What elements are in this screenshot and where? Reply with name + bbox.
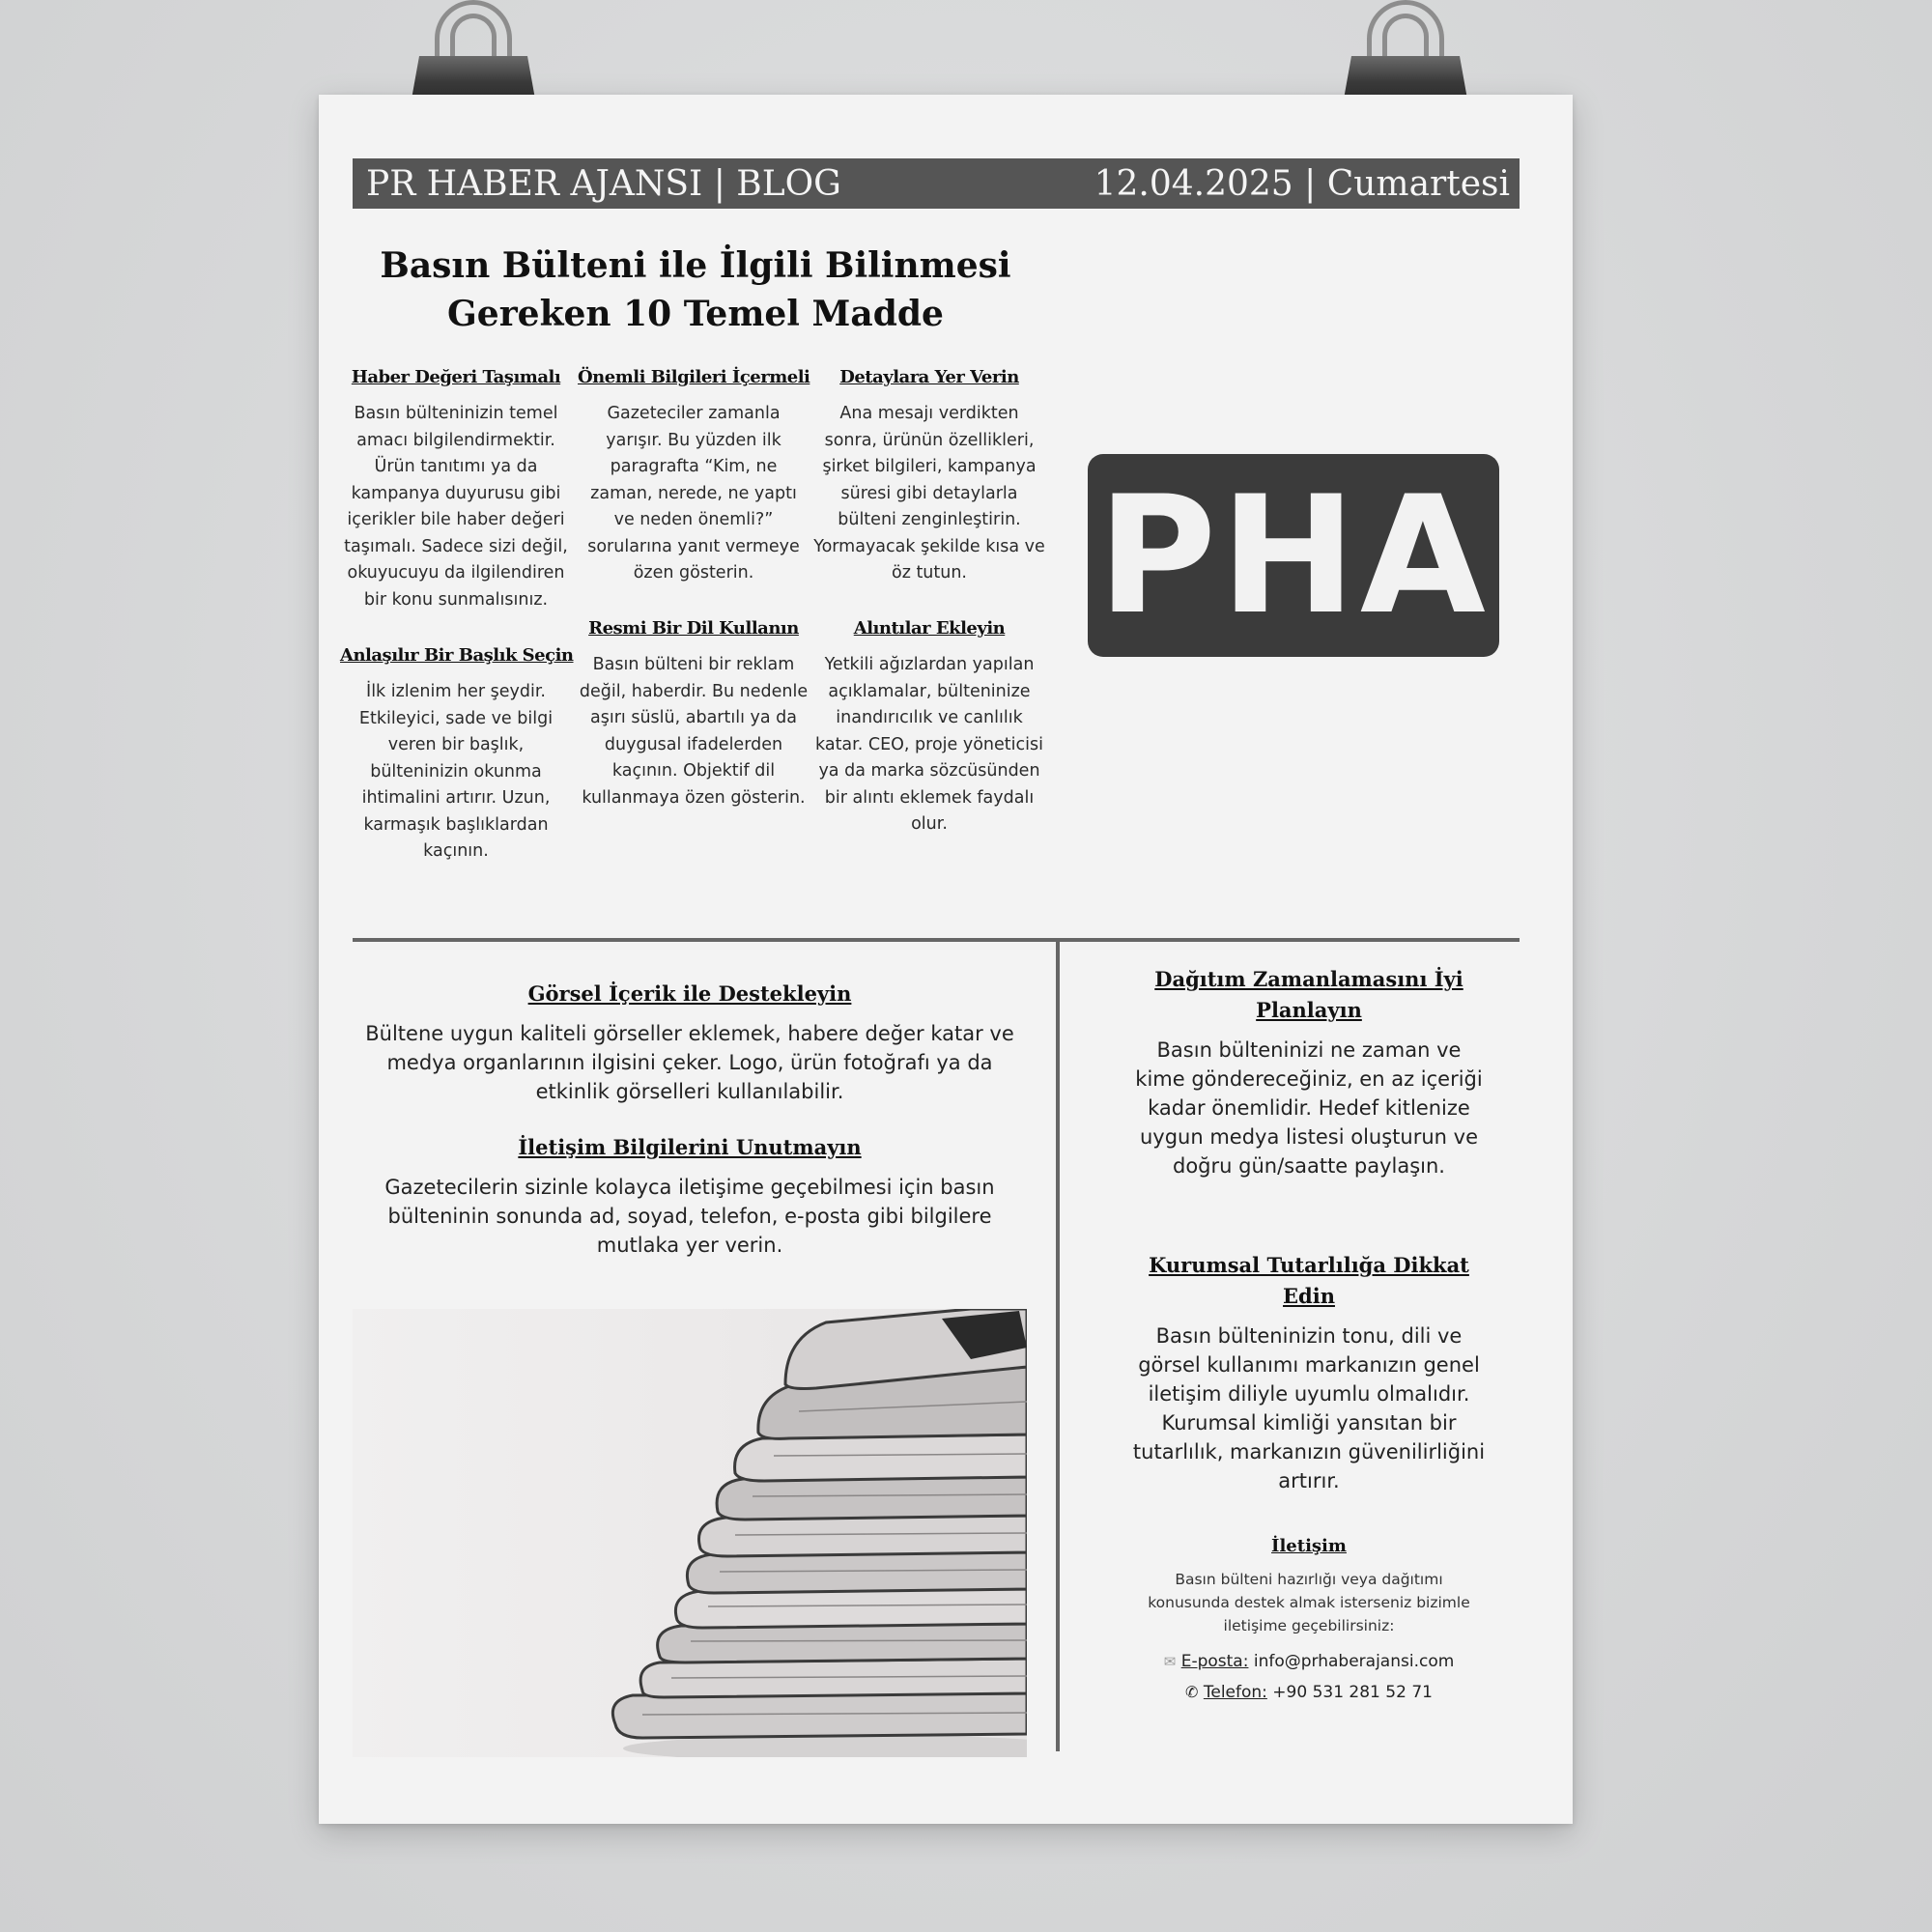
contact-block (1140, 1536, 1478, 1707)
phone-label: Telefon: (1203, 1683, 1267, 1702)
horizontal-divider (353, 938, 1520, 942)
article-heading: Resmi Bir Dil Kullanın (588, 618, 799, 639)
article-body: Gazeteciler zamanla yarışır. Bu yüzden ilk paragrafta “Kim, ne zaman, nerede, ne yaptı ve neden önemli?” sorularına yanıt vermeye özen gösterin. (587, 404, 800, 582)
article-heading: Alıntılar Ekleyin (853, 618, 1006, 639)
pha-logo: PHA (1088, 454, 1499, 657)
masthead-title: PR HABER AJANSI | BLOG (366, 163, 841, 204)
contact-heading: İletişim (1271, 1536, 1347, 1556)
article-block (578, 367, 810, 587)
email-label: E-posta: (1180, 1652, 1249, 1671)
article-body: Basın bülteni bir reklam değil, haberdir. Bu nedenle aşırı süslü, abartılı ya da duygusal ifadelerden kaçının. Objektif dil kullanmaya özen gösterin. (579, 655, 809, 808)
article-heading: İletişim Bilgilerini Unutmayın (518, 1135, 862, 1159)
contact-body: Basın bülteni hazırlığı veya dağıtımı konusunda destek almak isterseniz bizimle iletişime geçebilirsiniz: (1148, 1571, 1470, 1634)
article-heading: Anlaşılır Bir Başlık Seçin (340, 645, 574, 666)
newspaper-stack-photo (353, 1309, 1027, 1757)
article-body: Ana mesajı verdikten sonra, ürünün özellikleri, şirket bilgileri, kampanya süresi gibi detaylarla bülteni zenginleştirin. Yormayacak şekilde kısa ve öz tutun. (813, 404, 1045, 582)
article-block (1130, 964, 1488, 1180)
article-heading: Kurumsal Tutarlılığa Dikkat Edin (1149, 1253, 1469, 1308)
article-block (1130, 1250, 1488, 1495)
email-value[interactable]: info@prhaberajansi.com (1253, 1652, 1455, 1671)
article-body: Basın bülteninizin temel amacı bilgilendirmektir. Ürün tanıtımı ya da kampanya duyurusu gibi içerikler bile haber değeri taşımalı. Sadece sizi değil, okuyucuyu da ilgilendiren bir konu sunmalısınız. (344, 404, 568, 610)
article-block (813, 367, 1045, 587)
article-body: Gazetecilerin sizinle kolayca iletişime geçebilmesi için basın bülteninin sonunda ad, soyad, telefon, e-posta gibi bilgilere mutlaka yer verin. (384, 1176, 995, 1257)
article-heading: Dağıtım Zamanlamasını İyi Planlayın (1154, 967, 1463, 1022)
article-block (340, 367, 572, 613)
contact-email (1140, 1647, 1478, 1676)
page-title (348, 242, 1043, 338)
article-heading: Haber Değeri Taşımalı (351, 367, 561, 387)
newspaper-stack-illustration (353, 1309, 1027, 1757)
vertical-divider (1056, 942, 1060, 1751)
article-body: Basın bülteninizin tonu, dili ve görsel kullanımı markanızın genel iletişim diliyle uyumlu olmalıdır. Kurumsal kimliği yansıtan bir tutarlılık, markanızın güvenilirliğini artırır. (1132, 1324, 1486, 1492)
article-block (578, 618, 810, 811)
article-block (359, 1132, 1020, 1260)
article-body: Yetkili ağızlardan yapılan açıklamalar, bülteninize inandırıcılık ve canlılık katar. CEO, proje yöneticisi ya da marka sözcüsünden bir alıntı eklemek faydalı olur. (815, 655, 1043, 834)
article-body: Bültene uygun kaliteli görseller eklemek, habere değer katar ve medya organlarının ilgisini çeker. Logo, ürün fotoğrafı ya da etkinlik görselleri kullanılabilir. (365, 1022, 1014, 1103)
page-title-line2: Gereken 10 Temel Madde (447, 294, 944, 334)
phone-value[interactable]: +90 531 281 52 71 (1272, 1683, 1433, 1702)
page-title-line1: Basın Bülteni ile İlgili Bilinmesi (380, 245, 1011, 286)
envelope-icon: ✉ (1163, 1653, 1177, 1670)
article-heading: Görsel İçerik ile Destekleyin (527, 981, 852, 1006)
masthead-date: 12.04.2025 | Cumartesi (1094, 163, 1510, 204)
article-body: Basın bülteninizi ne zaman ve kime göndereceğiniz, en az içeriği kadar önemlidir. Hedef kitlenize uygun medya listesi oluşturun ve doğru gün/saatte paylaşın. (1135, 1038, 1483, 1178)
article-block (340, 645, 572, 866)
masthead-bar (353, 158, 1520, 209)
phone-icon: ✆ (1185, 1683, 1199, 1701)
article-heading: Önemli Bilgileri İçermeli (578, 367, 810, 387)
article-heading: Detaylara Yer Verin (839, 367, 1019, 387)
article-block (359, 979, 1020, 1106)
article-block (813, 618, 1045, 838)
contact-phone (1140, 1678, 1478, 1707)
article-body: İlk izlenim her şeydir. Etkileyici, sade ve bilgi veren bir başlık, bülteninizin okunma ihtimalini artırır. Uzun, karmaşık başlıklardan kaçının. (358, 682, 554, 861)
